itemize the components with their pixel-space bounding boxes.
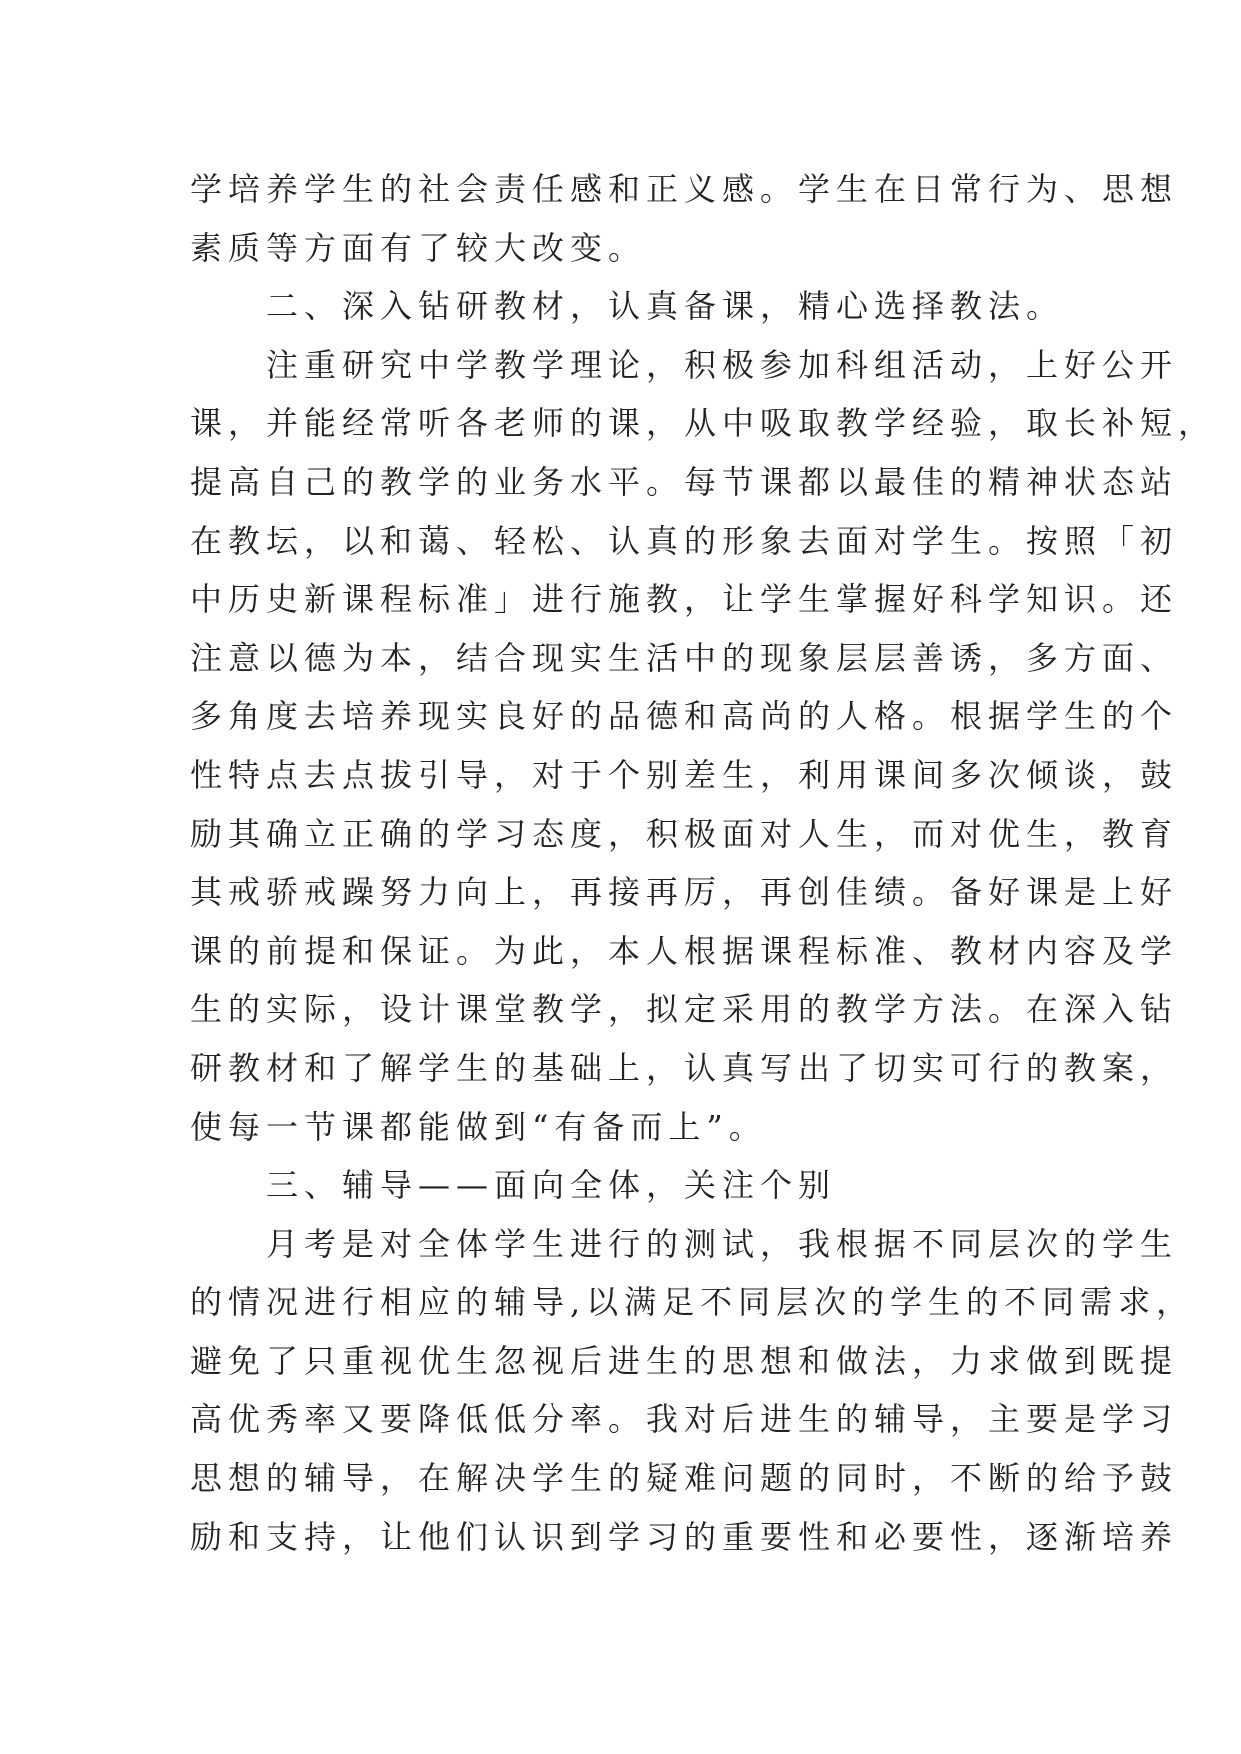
text-line: 在教坛，以和蔼、轻松、认真的形象去面对学生。按照「初 (190, 521, 1179, 560)
text-line: 生的实际，设计课堂教学，拟定采用的教学方法。在深入钻 (190, 990, 1179, 1029)
text-line: 中历史新课程标准」进行施教，让学生掌握好科学知识。还 (190, 580, 1179, 619)
text-line: 注重研究中学教学理论，积极参加科组活动，上好公开 (266, 345, 1179, 384)
text-line: 高优秀率又要降低低分率。我对后进生的辅导，主要是学习 (190, 1400, 1179, 1439)
text-line: 学培养学生的社会责任感和正义感。学生在日常行为、思想 (190, 170, 1179, 208)
document-body (190, 160, 1217, 1566)
text-line: 注意以德为本，结合现实生活中的现象层层善诱，多方面、 (190, 638, 1179, 677)
text-line: 二、深入钻研教材，认真备课，精心选择教法。 (266, 287, 1065, 326)
text-line: 避免了只重视优生忽视后进生的思想和做法，力求做到既提 (190, 1341, 1179, 1380)
text-line: 提高自己的教学的业务水平。每节课都以最佳的精神状态站 (190, 462, 1179, 501)
text-line: 励其确立正确的学习态度，积极面对人生，而对优生，教育 (190, 814, 1179, 853)
text-line: 多角度去培养现实良好的品德和高尚的人格。根据学生的个 (190, 697, 1179, 736)
text-line: 其戒骄戒躁努力向上，再接再厉，再创佳绩。备好课是上好 (190, 873, 1179, 912)
text-line: 素质等方面有了较大改变。 (190, 228, 647, 267)
text-line: 课的前提和保证。为此，本人根据课程标准、教材内容及学 (190, 931, 1179, 970)
text-line: 的情况进行相应的辅导,以满足不同层次的学生的不同需求， (190, 1283, 1195, 1322)
text-line: 性特点去点拔引导，对于个别差生，利用课间多次倾谈，鼓 (190, 755, 1179, 794)
text-line: 使每一节课都能做到“有备而上”。 (190, 1107, 767, 1146)
text-line: 月考是对全体学生进行的测试，我根据不同层次的学生 (266, 1224, 1179, 1263)
text-line: 励和支持，让他们认识到学习的重要性和必要性，逐渐培养 (190, 1517, 1179, 1556)
text-line: 研教材和了解学生的基础上，认真写出了切实可行的教案， (190, 1048, 1179, 1087)
text-line: 三、辅导——面向全体，关注个别 (266, 1166, 837, 1205)
text-line: 思想的辅导，在解决学生的疑难问题的同时，不断的给予鼓 (190, 1459, 1179, 1498)
text-line: 课，并能经常听各老师的课，从中吸取教学经验，取长补短， (190, 404, 1217, 443)
